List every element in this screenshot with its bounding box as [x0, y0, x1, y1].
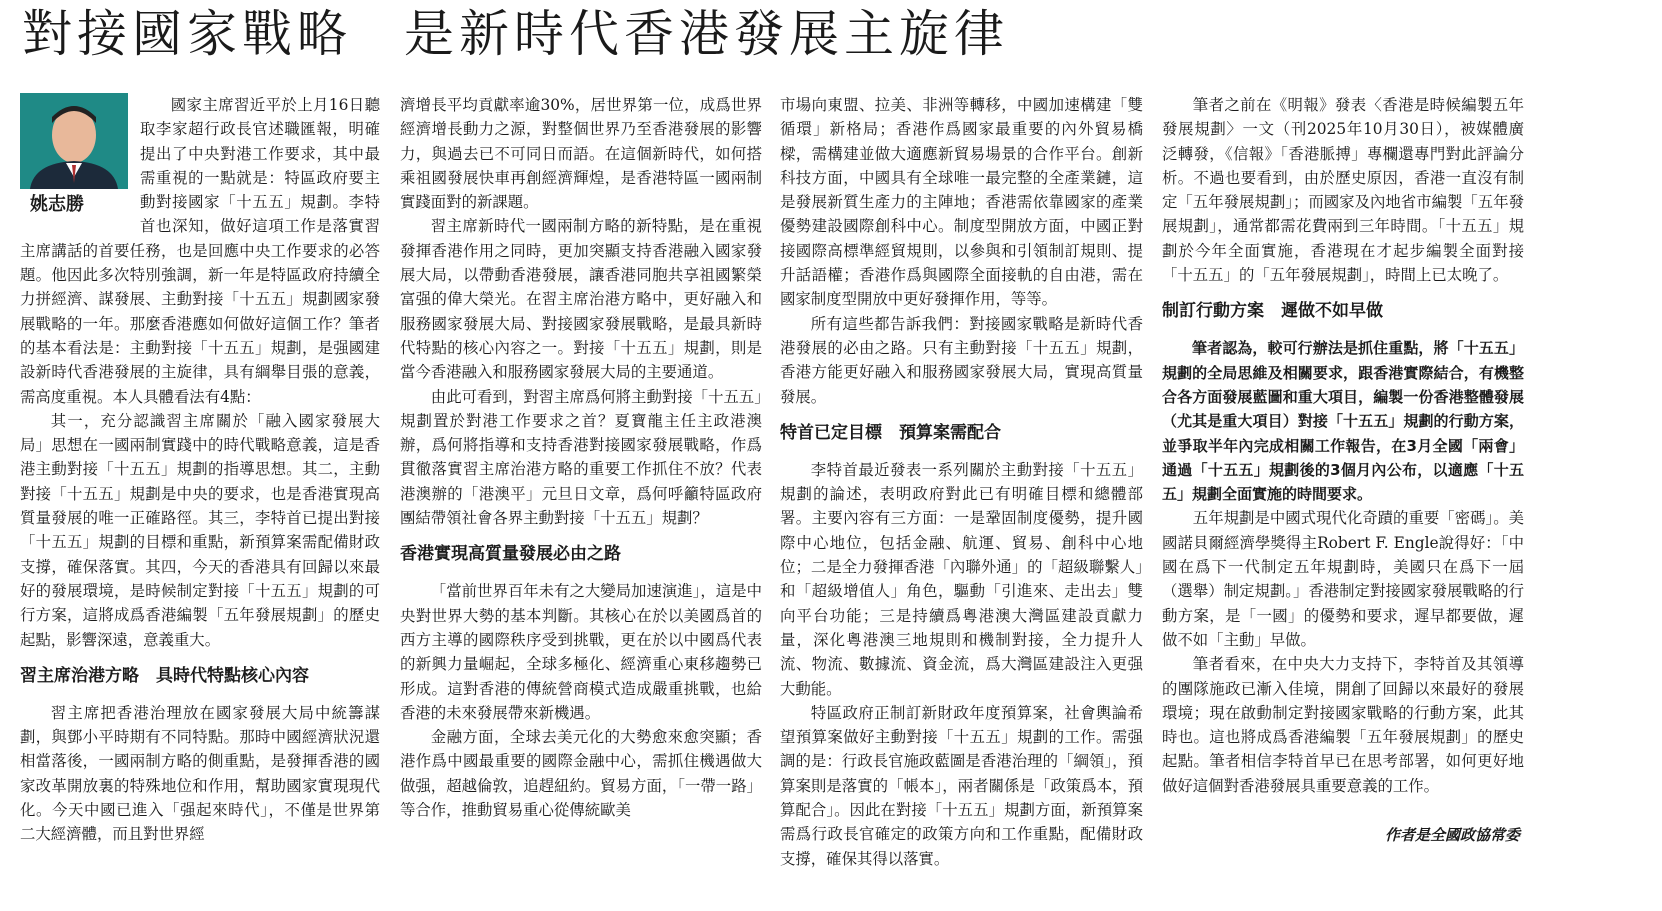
section-heading: 制訂行動方案 遲做不如早做 [1162, 301, 1383, 322]
paragraph: 由此可看到，對習主席爲何將主動對接「十五五」規劃置於對港工作要求之首？夏寶龍主任主政港澳辦，爲何將指導和支持香港對接國家發展戰略，作爲貫徹落實習主席治港方略的重要工作抓住不放？代表港澳辦的「港澳平」元旦日文章，爲何呼籲特區政府團結帶領社會各界主動對接「十五五」規劃？ [400, 387, 762, 528]
headline-part2: 是新時代香港發展主旋律 [404, 5, 1009, 63]
paragraph: 特區政府正制訂新財政年度預算案，社會輿論希望預算案做好主動對接「十五五」規劃的工作。需强調的是：行政長官施政藍圖是香港治理的「綱領」，預算案則是落實的「帳本」，兩者關係是「政策爲本，預算配合」。因此在對接「十五五」規劃方面，新預算案需爲行政長官確定的政策方向和工作重點，配備財政支撐，確保其得以落實。 [780, 703, 1143, 868]
column-2 [400, 93, 762, 903]
paragraph: 「當前世界百年未有之大變局加速演進」，這是中央對世界大勢的基本判斷。其核心在於以美國爲首的西方主導的國際秩序受到挑戰，更在於以中國爲代表的新興力量崛起，全球多極化、經濟重心東移趨勢已形成。這對香港的傳統營商模式造成嚴重挑戰，也給香港的未來發展帶來新機遇。 [400, 582, 762, 722]
section-heading: 香港實現高質量發展必由之路 [400, 544, 621, 565]
portrait-icon [20, 93, 128, 189]
headline [22, 2, 1662, 66]
byline: 姚志勝 [30, 194, 84, 215]
section-heading: 特首已定目標 預算案需配合 [780, 422, 1001, 443]
paragraph: 其一，充分認識習主席關於「融入國家發展大局」思想在一國兩制實踐中的時代戰略意義，這是香港主動對接「十五五」規劃的指導思想。其二，主動對接「十五五」規劃是中央的要求，也是香港實現高質量發展的唯一正確路徑。其三，李特首已提出對接「十五五」規劃的目標和重點，新預算案需配備財政支撐，確保落實。其四，今天的香港具有回歸以來最好的發展環境，是時候制定對接「十五五」規劃的可行方案，這將成爲香港編製「五年發展規劃」的歷史起點，影響深遠，意義重大。 [20, 411, 380, 649]
paragraph: 國家主席習近平於上月16日聽取李家超行政長官述職匯報，明確提出了中央對港工作要求，其中最需重視的一點就是：特區政府要主動對接國家「十五五」規劃。李特首也深知，做好這項工作是落實習主席講話的首要任務，也是回應中央工作要求的必答題。他因此多次特別強調，新一年是特區政府持續全力拼經濟、謀發展、主動對接「十五五」規劃國家發展戰略的一年。那麼香港應如何做好這個工作？筆者的基本看法是：主動對接「十五五」規劃，是强國建設新時代香港發展的主旋律，具有綱舉目張的意義，需高度重視。本人具體看法有4點： [20, 96, 380, 406]
column-1 [20, 93, 380, 903]
paragraph: 李特首最近發表一系列關於主動對接「十五五」規劃的論述，表明政府對此已有明確目標和總體部署。主要內容有三方面：一是鞏固制度優勢，提升國際中心地位，包括金融、航運、貿易、創科中心地位；二是全力發揮香港「內聯外通」的「超級聯繫人」和「超級增值人」角色，驅動「引進來、走出去」雙向平台功能；三是持續爲粵港澳大灣區建設貢獻力量，深化粵港澳三地規則和機制對接，全力提升人流、物流、數據流、資金流，爲大灣區建設注入更强大動能。 [780, 460, 1143, 698]
paragraph: 市場向東盟、拉美、非洲等轉移，中國加速構建「雙循環」新格局；香港作爲國家最重要的內外貿易橋樑，需構建並做大適應新貿易場景的合作平台。創新科技方面，中國具有全球唯一最完整的全產業鏈，這是發展新質生產力的主陣地；香港需依靠國家的產業優勢建設國際創科中心。制度型開放方面，中國正對接國際高標準經貿規則，以參與和引領制訂規則、提升話語權；香港作爲與國際全面接軌的自由港，需在國家制度型開放中更好發揮作用，等等。 [780, 96, 1143, 309]
paragraph: 所有這些都告訴我們：對接國家戰略是新時代香港發展的必由之路。只有主動對接「十五五」規劃，香港方能更好融入和服務國家發展大局，實現高質量發展。 [780, 314, 1143, 406]
paragraph: 筆者看來，在中央大力支持下，李特首及其領導的團隊施政已漸入佳境，開創了回歸以來最好的發展環境；現在啟動制定對接國家戰略的行動方案，此其時也。這也將成爲香港編製「五年發展規劃」的歷史起點。筆者相信李特首早已在思考部署，如何更好地做好這個對香港發展具重要意義的工作。 [1162, 655, 1524, 795]
author-portrait [20, 93, 128, 189]
paragraph: 習主席新時代一國兩制方略的新特點，是在重視發揮香港作用之同時，更加突顯支持香港融入國家發展大局，以帶動香港發展，讓香港同胞共享祖國繁榮富强的偉大榮光。在習主席治港方略中，更好融入和服務國家發展大局、對接國家發展戰略，是最具新時代特點的核心內容之一。對接「十五五」規劃，則是當今香港融入和服務國家發展大局的主要通道。 [400, 217, 762, 382]
paragraph: 筆者之前在《明報》發表〈香港是時候編製五年發展規劃〉一文（刊2025年10月30日），被媒體廣泛轉發，《信報》「香港脈搏」專欄還專門對此評論分析。不過也要看到，由於歷史原因，香港一直沒有制定「五年發展規劃」；而國家及內地省市編製「五年發展規劃」，通常都需花費兩到三年時間。「十五五」規劃於今年全面實施，香港現在才起步編製全面對接「十五五」的「五年發展規劃」，時間上已太晚了。 [1162, 96, 1524, 285]
paragraph: 五年規劃是中國式現代化奇蹟的重要「密碼」。美國諾貝爾經濟學獎得主Robert F. Engle說得好：「中國在爲下一代制定五年規劃時，美國只在爲下一屆（選舉）制定規劃。」香港制定對接國家發展戰略的行動方案，是「一國」的優勢和要求，遲早都要做，遲做不如「主動」早做。 [1162, 509, 1524, 649]
paragraph: 金融方面，全球去美元化的大勢愈來愈突顯；香港作爲中國最重要的國際金融中心，需抓住機遇做大做强，超越倫敦，追趕紐約。貿易方面，「一帶一路」等合作，推動貿易重心從傳統歐美 [400, 728, 762, 820]
paragraph: 濟增長平均貢獻率逾30%，居世界第一位，成爲世界經濟增長動力之源，對整個世界乃至香港發展的影響力，與過去已不可同日而語。在這個新時代，如何搭乘祖國發展快車再創經濟輝煌，是香港特區一國兩制實踐面對的新課題。 [400, 96, 762, 212]
column-4 [1162, 93, 1524, 903]
author-photo-block [20, 93, 130, 213]
paragraph: 習主席把香港治理放在國家發展大局中統籌謀劃，與鄧小平時期有不同特點。那時中國經濟狀況還相當落後，一國兩制方略的側重點，是發揮香港的國家改革開放裏的特殊地位和作用，幫助國家實現現代化。今天中國已進入「强起來時代」，不僅是世界第二大經濟體，而且對世界經 [20, 703, 380, 844]
author-note: 作者是全國政協常委 [1384, 826, 1520, 844]
section-heading: 習主席治港方略 具時代特點核心內容 [20, 665, 309, 686]
paragraph-emphasis: 筆者認為，較可行辦法是抓住重點，將「十五五」規劃的全局思維及相關要求，跟香港實際結合，有機整合各方面發展藍圖和重大項目，編製一份香港整體發展（尤其是重大項目）對接「十五五」規劃的行動方案，並爭取半年內完成相關工作報告，在3月全國「兩會」通過「十五五」規劃後的3個月內公布，以適應「十五五」規劃全面實施的時間要求。 [1162, 339, 1524, 504]
headline-part1: 對接國家戰略 [22, 5, 352, 63]
column-3 [780, 93, 1143, 903]
